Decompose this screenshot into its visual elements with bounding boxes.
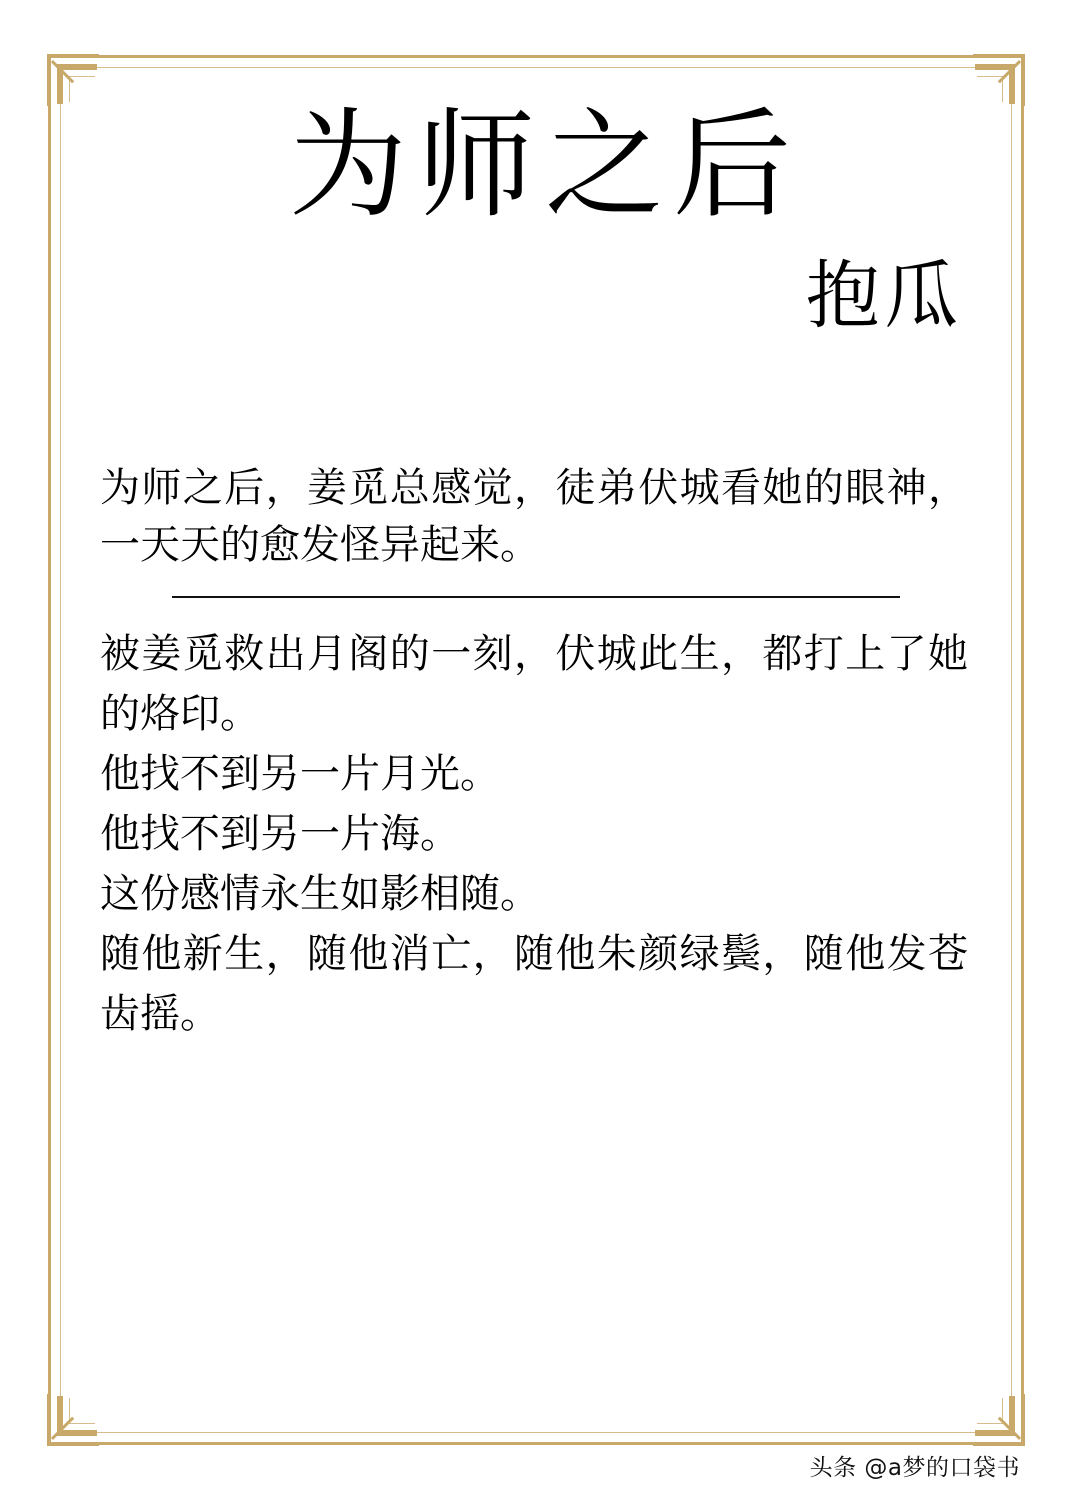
- excerpt-line: 他找不到另一片海。: [100, 810, 460, 856]
- excerpt-line: 被姜觅救出月阁的一刻，伏城此生，都打上了她的烙印。: [100, 630, 968, 736]
- section-divider: [172, 596, 900, 598]
- book-author: 抱瓜: [806, 252, 962, 339]
- corner-ornament-bottom-right: [973, 1394, 1025, 1446]
- excerpt-line: 他找不到另一片月光。: [100, 750, 500, 796]
- excerpt-line: 这份感情永生如影相随。: [100, 870, 540, 916]
- corner-ornament-top-right: [973, 54, 1025, 106]
- book-title: 为师之后: [288, 96, 801, 234]
- excerpt-line: 随他新生，随他消亡，随他朱颜绿鬓，随他发苍齿摇。: [100, 930, 968, 1036]
- document-content: [92, 92, 980, 1044]
- corner-ornament-bottom-left: [47, 1394, 99, 1446]
- watermark-credit: 头条 @a梦的口袋书: [809, 1455, 1020, 1481]
- book-blurb: 为师之后，姜觅总感觉，徒弟伏城看她的眼神，一天天的愈发怪异起来。: [100, 465, 968, 568]
- book-excerpt: [92, 624, 980, 1044]
